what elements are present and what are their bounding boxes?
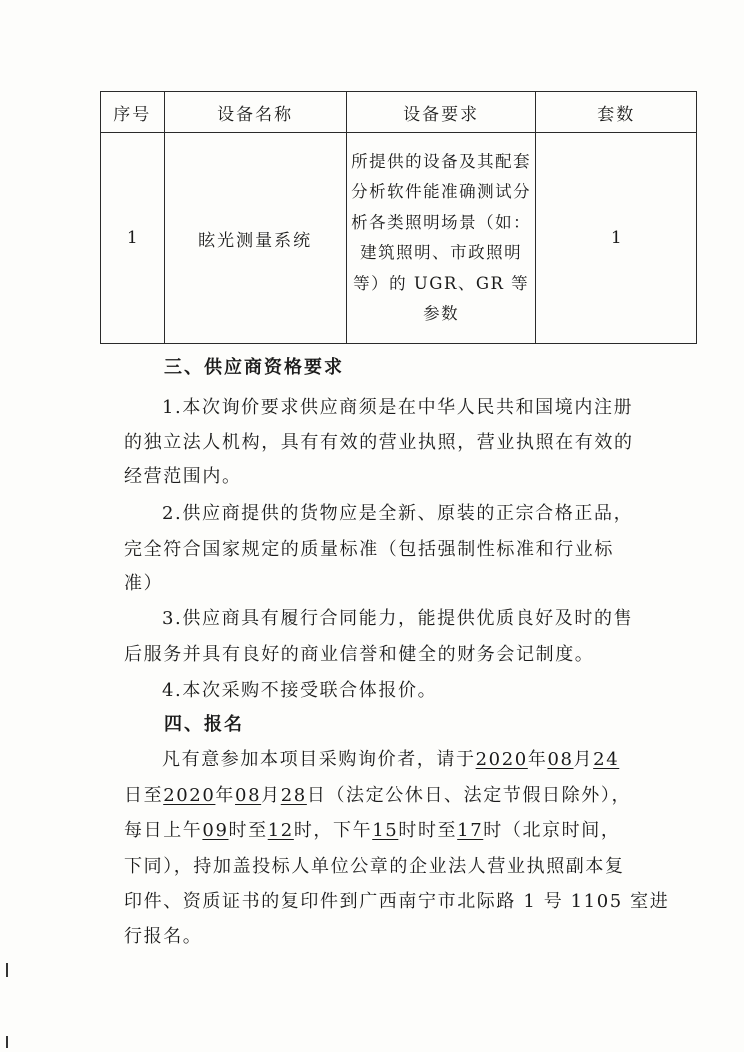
cell-quantity: 1 [536, 133, 697, 344]
s4-line3-mid1: 时至 [228, 820, 268, 841]
s4-line1 [162, 745, 619, 771]
s3-p2-line1: 2.供应商提供的货物应是全新、原装的正宗合格正品， [162, 503, 634, 524]
end-year: 2020 [163, 785, 216, 806]
s4-line3-prefix: 每日上午 [124, 820, 203, 841]
s4-line3-mid2: 时，下午 [293, 820, 373, 841]
year-label-2: 年 [215, 785, 236, 806]
equipment-requirements-table [100, 91, 697, 344]
s3-p1-line1: 1.本次询价要求供应商须是在中华人民共和国境内注册 [162, 397, 634, 418]
s3-p1-line2: 的独立法人机构，具有有效的营业执照，营业执照在有效的 [124, 432, 634, 453]
table-row [101, 133, 697, 344]
s4-line5: 印件、资质证书的复印件到广西南宁市北际路 1 号 1105 室进 [124, 891, 670, 912]
start-day: 24 [593, 749, 620, 770]
s4-line2 [124, 781, 631, 807]
s3-p3-line1: 3.供应商具有履行合同能力，能提供优质良好及时的售 [162, 608, 634, 629]
table-header-row [101, 92, 697, 133]
end-day: 28 [280, 785, 307, 806]
start-month: 08 [547, 749, 574, 770]
header-quantity: 套数 [536, 92, 697, 133]
s3-p1-line3: 经营范围内。 [124, 466, 242, 487]
s4-line3 [124, 816, 620, 842]
s3-p3-line2: 后服务并具有良好的商业信誉和健全的财务会记制度。 [124, 644, 595, 665]
month-label: 月 [573, 749, 594, 770]
section-4-heading: 四、报名 [164, 714, 244, 735]
scan-edge-mark [6, 963, 8, 977]
cell-serial-number: 1 [101, 133, 165, 344]
day-to-label: 日至 [124, 785, 164, 806]
am-end-hour: 12 [267, 820, 294, 841]
s4-line3-mid3: 时时至 [398, 820, 458, 841]
month-label-2: 月 [261, 785, 281, 806]
header-equipment-requirement: 设备要求 [346, 92, 536, 133]
s3-p2-line3: 准） [124, 573, 164, 594]
start-year: 2020 [475, 749, 528, 770]
pm-end-hour: 17 [457, 820, 484, 841]
end-month: 08 [235, 785, 262, 806]
year-label: 年 [527, 749, 548, 770]
pm-start-hour: 15 [372, 820, 399, 841]
s4-line1-prefix: 凡有意参加本项目采购询价者，请于 [162, 749, 476, 770]
s4-line2-suffix: 日（法定公休日、法定节假日除外）， [306, 785, 632, 806]
s4-line3-suffix: 时（北京时间， [483, 820, 621, 841]
scan-edge-mark-bottom [6, 1036, 8, 1048]
header-serial-number: 序号 [101, 92, 165, 133]
s3-p2-line2: 完全符合国家规定的质量标准（包括强制性标准和行业标 [124, 539, 614, 560]
cell-equipment-requirement: 所提供的设备及其配套分析软件能准确测试分析各类照明场景（如：建筑照明、市政照明等）的 UGR、GR 等参数 [346, 133, 536, 344]
s4-line6: 行报名。 [124, 926, 203, 947]
s4-line4: 下同），持加盖投标人单位公章的企业法人营业执照副本复 [124, 856, 625, 877]
header-equipment-name: 设备名称 [164, 92, 346, 133]
s3-p4: 4.本次采购不接受联合体报价。 [162, 680, 438, 701]
cell-equipment-name: 眩光测量系统 [164, 133, 346, 344]
section-3-heading: 三、供应商资格要求 [164, 357, 344, 378]
am-start-hour: 09 [202, 820, 229, 841]
